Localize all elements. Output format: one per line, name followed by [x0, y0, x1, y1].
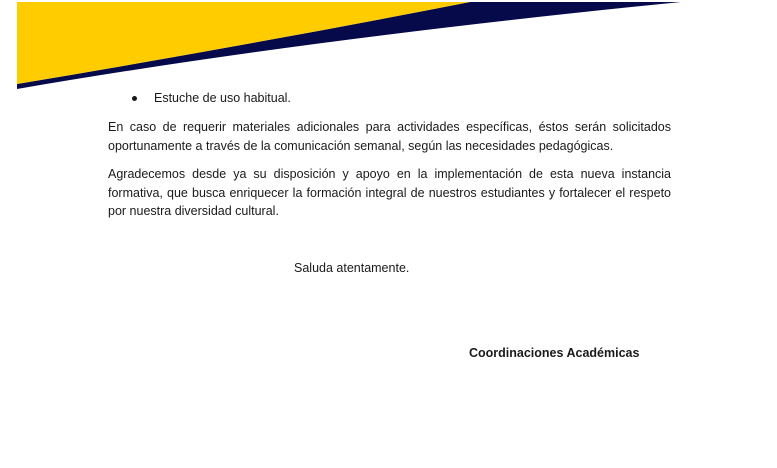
signature: Coordinaciones Académicas [469, 346, 640, 360]
header-yellow-band [17, 2, 470, 84]
list-item-text: Estuche de uso habitual. [154, 91, 291, 105]
closing-line: Saluda atentamente. [294, 261, 410, 275]
paragraph-acknowledgement: Agradecemos desde ya su disposición y apoyo en la implementación de esta nueva instancia formativa, que busca enriquecer la formación integral de nuestros estudiantes y fortalecer el respeto por nuestra diversidad cultural. [108, 167, 671, 218]
paragraph-additional-materials: En caso de requerir materiales adicionales para actividades específicas, éstos serán solicitados oportunamente a través de la comunicación semanal, según las necesidades pedagógicas. [108, 120, 671, 153]
header-swoosh-graphic [0, 0, 777, 95]
bullet-icon [132, 96, 137, 101]
list-item [108, 89, 671, 107]
materials-list [108, 89, 671, 107]
letter-body [108, 89, 671, 221]
